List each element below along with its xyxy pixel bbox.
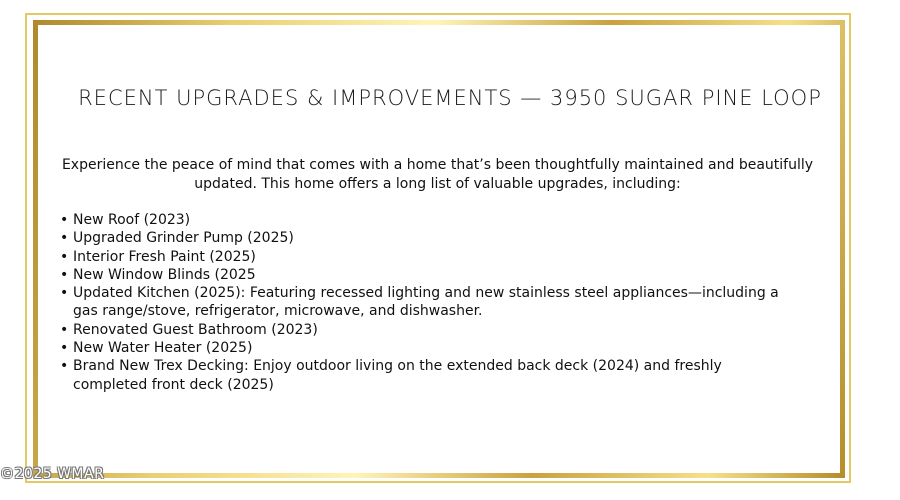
list-item <box>60 248 800 266</box>
bullet-icon: • <box>60 230 69 247</box>
intro-paragraph: Experience the peace of mind that comes with a home that’s been thoughtfully maintained and beautifully updated. This home offers a long list of valuable upgrades, including: <box>61 157 814 192</box>
list-item <box>60 321 800 339</box>
list-item <box>60 266 800 284</box>
list-item <box>60 284 800 321</box>
list-item-text: New Roof (2023) <box>73 212 191 228</box>
list-item-text: Interior Fresh Paint (2025) <box>73 248 256 265</box>
list-item <box>60 339 800 357</box>
list-item <box>60 211 800 229</box>
list-item-text: Upgraded Grinder Pump (2025) <box>73 230 294 247</box>
bullet-icon: • <box>60 248 69 265</box>
bullet-icon: • <box>60 212 69 228</box>
upgrades-list <box>60 211 800 394</box>
list-item <box>60 229 800 247</box>
document-title: RECENT UPGRADES & IMPROVEMENTS — 3950 SUGAR PINE LOOP <box>78 86 822 110</box>
list-item-text: New Water Heater (2025) <box>73 340 253 357</box>
list-item-text: Brand New Trex Decking: Enjoy outdoor living on the extended back deck (2024) and freshly completed front deck (2025) <box>73 358 722 393</box>
list-item <box>60 357 800 394</box>
list-item-text: Updated Kitchen (2025): Featuring recessed lighting and new stainless steel appliances—including a gas range/stove, refrigerator, microwave, and dishwasher. <box>73 285 779 320</box>
bullet-icon: • <box>60 340 69 357</box>
list-item-text: Renovated Guest Bathroom (2023) <box>73 321 318 338</box>
bullet-icon: • <box>60 266 69 283</box>
bullet-icon: • <box>60 358 69 375</box>
copyright-watermark: ©2025 WMAR <box>0 466 105 482</box>
bullet-icon: • <box>60 321 69 338</box>
bullet-icon: • <box>60 285 69 302</box>
list-item-text: New Window Blinds (2025 <box>73 266 256 283</box>
